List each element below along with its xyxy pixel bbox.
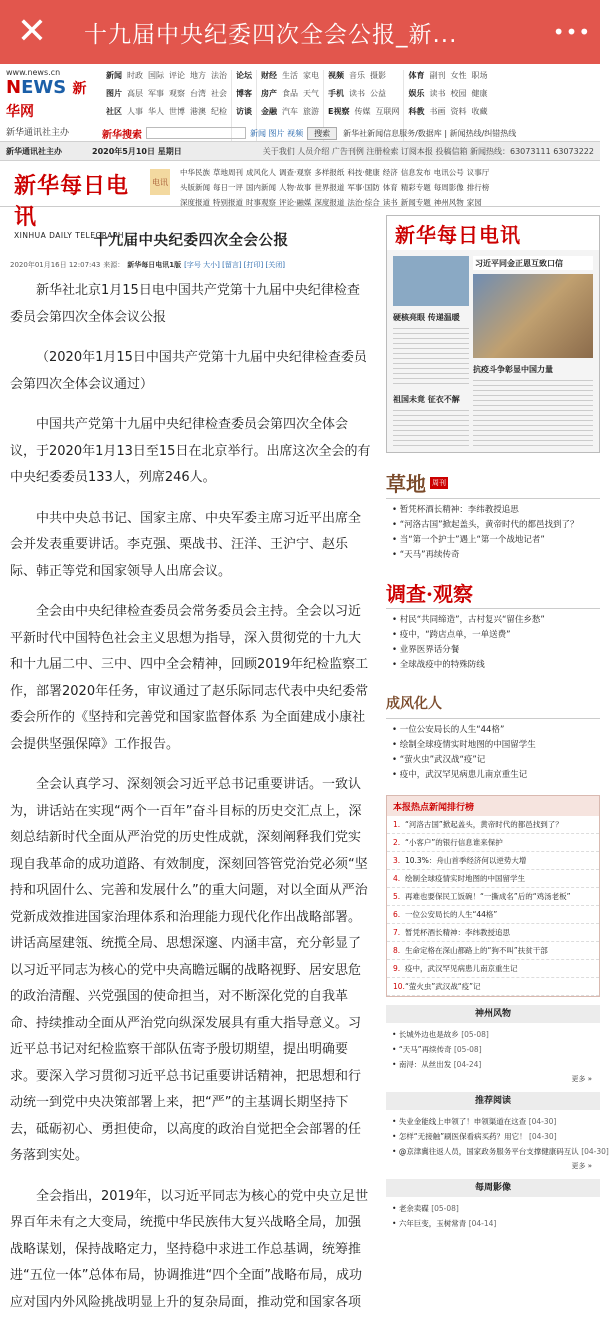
list-item[interactable]: [392, 1027, 594, 1042]
list-item-title: 失业金能线上申领了！申领渠道在这查: [398, 1117, 529, 1126]
article-paragraph: 全会由中央纪律检查委员会常务委员会主持。全会以习近平新时代中国特色社会主义思想为指导，深入贯彻党的十九大和十九届二中、三中、四中全会精神，回顾2019年纪检监察工作，部署2020年任务，审议通过了赵乐际同志代表中央纪委常委会所作的《坚持和完善党和国家监督体系 为全面建成小康社会提供坚强保障》工作报告。: [10, 604, 369, 752]
channel-nav-link[interactable]: 精彩专题: [400, 183, 431, 192]
nav-link[interactable]: 收藏: [471, 107, 488, 116]
channel-nav-link[interactable]: 头版新闻: [180, 183, 210, 192]
nav-row: [261, 70, 319, 81]
rank-number: 7.: [393, 928, 401, 937]
rank-number: 10.: [393, 982, 405, 991]
nav-link[interactable]: 访谈: [236, 107, 252, 116]
article-source-label: 来源：: [103, 261, 125, 269]
channel-nav-link[interactable]: 世界报道: [314, 183, 345, 192]
channel-nav-link[interactable]: 信息发布: [400, 168, 431, 177]
section-caodi-list: [386, 499, 600, 563]
close-icon[interactable]: ✕: [16, 11, 48, 52]
list-item[interactable]: [392, 1144, 609, 1159]
nav-row: [106, 106, 227, 117]
list-item[interactable]: • 村民“共同缔造”，古村复兴“留住乡愁”: [392, 613, 600, 628]
nav-link[interactable]: 新闻: [106, 71, 122, 80]
nav-link[interactable]: 读书: [349, 89, 365, 98]
nav-row: [106, 88, 227, 99]
list-item[interactable]: • 当“第一个护士”遇上“第一个战地记者”: [392, 533, 600, 548]
nav-link[interactable]: 互联网: [375, 107, 400, 116]
browser-topbar: [0, 0, 600, 64]
channel-name-en: XINHUA DAILY TELEGRAPH: [14, 231, 124, 240]
channel-nav-column: [213, 167, 243, 206]
channel-nav-column: [383, 167, 398, 206]
nav-row: [236, 106, 252, 117]
nav-link[interactable]: 手机: [328, 89, 344, 98]
list-item-date: [04-30]: [528, 1117, 557, 1126]
paper-text-block: [393, 410, 469, 450]
nav-row: [408, 70, 487, 81]
list-item[interactable]: [392, 1201, 594, 1216]
channel-nav-link[interactable]: 排行榜: [466, 183, 490, 192]
section-chengfeng-title: 成风化人: [386, 695, 442, 712]
article-source: 新华每日电讯1版: [127, 261, 182, 269]
channel-nav: [170, 161, 600, 206]
section-caodi-tag: 周刊: [432, 478, 446, 487]
section-chengfeng-header[interactable]: [386, 687, 600, 719]
rank-item[interactable]: [387, 870, 599, 888]
search-button[interactable]: 搜索: [307, 127, 337, 140]
rank-title: 一位公安局长的人生“44格”: [405, 910, 498, 919]
logo-subtitle: 新华通讯社主办: [6, 128, 70, 138]
nav-row: [408, 106, 487, 117]
nav-link[interactable]: 图片: [106, 89, 122, 98]
nav-link[interactable]: 华人: [148, 107, 164, 116]
rank-number: 9.: [393, 964, 401, 973]
channel-nav-link[interactable]: 每周影像: [433, 183, 464, 192]
shenzhou-more-link[interactable]: 更多 »: [571, 1075, 592, 1083]
section-diaocha-list: [386, 609, 600, 673]
list-item[interactable]: • “萤火虫”武汉战“疫”记: [392, 753, 600, 768]
channel-nav-column: [347, 167, 379, 206]
nav-link[interactable]: 职场: [471, 71, 488, 80]
nav-link[interactable]: 生活: [282, 71, 298, 80]
paper-headline-main: 习近平同金正恩互致口信: [473, 256, 593, 270]
nav-link[interactable]: 女性: [450, 71, 467, 80]
channel-logo[interactable]: [0, 161, 150, 240]
channel-nav-link[interactable]: 军事·国防: [347, 183, 380, 192]
tuijian-box: [386, 1092, 609, 1171]
list-item-date: [05-08]: [431, 1204, 459, 1213]
list-item[interactable]: • “天马”再续传奇: [392, 548, 600, 563]
channel-nav-link[interactable]: 深度报道: [180, 198, 210, 207]
list-item[interactable]: [392, 1216, 594, 1231]
shenzhou-box: [386, 1005, 600, 1084]
nav-link[interactable]: 健康: [471, 89, 488, 98]
channel-nav-link[interactable]: 中华民族: [180, 168, 210, 177]
service-links[interactable]: 新华社新闻信息服务/数据库 | 新闻热线/纠错热线: [343, 128, 517, 138]
nav-link[interactable]: 家电: [303, 71, 319, 80]
rank-title: 绘制全球疫情实时地图的中国留学生: [405, 874, 525, 883]
list-item[interactable]: • 暂凭杯酒长精神：李纬教授追思: [392, 503, 600, 518]
channel-nav-column: [467, 167, 490, 206]
list-item-title: 老余卖碟: [398, 1204, 432, 1213]
list-item[interactable]: • 疫中，“跨店点单，一单送费”: [392, 628, 600, 643]
article-paragraph: 新华社北京1月15日电中国共产党第十九届中央纪律检查委员会第四次全体会议公报: [10, 283, 360, 325]
list-item-date: [05-08]: [453, 1045, 482, 1054]
list-item-title: “天马”再续传奇: [398, 1045, 454, 1054]
nav-link[interactable]: 娱乐: [408, 89, 425, 98]
channel-nav-link[interactable]: 新闻专题: [400, 198, 431, 207]
list-item-title: 南浔：从丝出发: [398, 1060, 454, 1069]
list-item-date: [04-24]: [453, 1060, 482, 1069]
rank-title: 生命定格在深山都路上的“狗不叫”扶贫干部: [405, 946, 548, 955]
channel-nav-link[interactable]: 多样报纸: [314, 168, 345, 177]
newspaper-thumbnail[interactable]: [386, 215, 600, 453]
channel-nav-link[interactable]: 体育: [382, 183, 398, 192]
nav-row: [408, 88, 487, 99]
nav-link[interactable]: 时政: [127, 71, 143, 80]
channel-seal: 电讯: [150, 169, 170, 195]
rank-item[interactable]: [387, 978, 599, 996]
rank-title: “河洛古国”掀起盖头，黄帝时代的都邑找到了？: [405, 820, 563, 829]
rank-item[interactable]: [387, 816, 599, 834]
nav-link[interactable]: 纪检: [211, 107, 227, 116]
webpage: [0, 64, 609, 1310]
rank-number: 2.: [393, 838, 401, 847]
yingxiang-list: [386, 1197, 600, 1231]
list-item-date: [04-14]: [468, 1219, 497, 1228]
nav-link[interactable]: 体育: [408, 71, 425, 80]
rank-title: “萤火虫”武汉战“疫”记: [405, 982, 481, 991]
rank-number: 4.: [393, 874, 401, 883]
sidebar: [386, 207, 609, 1330]
nav-link[interactable]: 港澳: [190, 107, 206, 116]
nav-row: [106, 70, 227, 81]
list-item-title: 怎样“无接触”刷医保看病买药？用它！: [398, 1132, 529, 1141]
list-item[interactable]: [392, 1042, 594, 1057]
article-meta: [10, 260, 372, 270]
nav-link[interactable]: 公益: [370, 89, 386, 98]
shenzhou-list: [386, 1023, 600, 1072]
rank-title: 疫中，武汉罕见病患儿南京重生记: [405, 964, 518, 973]
channel-nav-link[interactable]: 调查·观察: [279, 168, 312, 177]
rank-number: 8.: [393, 946, 401, 955]
nav-link[interactable]: 地方: [190, 71, 206, 80]
article-body: [10, 278, 372, 1316]
logo-mark: NEWS 新华网: [6, 77, 87, 120]
article-title: 十九届中央纪委四次全会公报: [93, 233, 289, 249]
nav-link[interactable]: 社会: [211, 89, 227, 98]
nav-link[interactable]: 读书: [429, 89, 446, 98]
article-date: 2020年01月16日 12:07:43: [10, 261, 101, 269]
search-type-links[interactable]: 新闻 图片 视频: [250, 128, 304, 138]
nav-link[interactable]: 资料: [450, 107, 467, 116]
info-band: [0, 141, 600, 161]
channel-nav-link[interactable]: 成风化人: [246, 168, 276, 177]
search-input[interactable]: [146, 127, 246, 139]
channel-nav-link[interactable]: 深度报道: [314, 198, 345, 207]
channel-nav-link[interactable]: 人物·故事: [279, 183, 312, 192]
rank-item[interactable]: [387, 834, 599, 852]
nav-link[interactable]: 视频: [328, 71, 344, 80]
band-date: 2020年5月10日 星期日: [92, 146, 182, 156]
channel-nav-column: [401, 167, 431, 206]
list-item[interactable]: [392, 1114, 594, 1129]
channel-header: [0, 161, 600, 240]
section-caodi-header[interactable]: [386, 467, 600, 499]
nav-link[interactable]: 房产: [261, 89, 277, 98]
nav-link[interactable]: 金融: [261, 107, 277, 116]
nav-link[interactable]: 法治: [211, 71, 227, 80]
nav-link[interactable]: 音乐: [349, 71, 365, 80]
tuijian-more-link[interactable]: 更多 »: [571, 1162, 592, 1170]
nav-link[interactable]: 旅游: [303, 107, 319, 116]
paper-masthead: 新华每日电讯: [395, 222, 521, 247]
list-item[interactable]: • 疫中，武汉罕见病患儿南京重生记: [392, 768, 600, 783]
rank-item[interactable]: [387, 942, 599, 960]
rank-item[interactable]: [387, 888, 599, 906]
channel-nav-link[interactable]: 国内新闻: [246, 183, 276, 192]
rank-title: “小客户”的银行信息谁来保护: [405, 838, 503, 847]
paper-photo: [473, 274, 593, 358]
nav-link[interactable]: 校园: [450, 89, 467, 98]
nav-row: [261, 88, 319, 99]
paper-text-block: [473, 380, 593, 450]
nav-link[interactable]: 财经: [261, 71, 277, 80]
channel-nav-link[interactable]: 家园: [466, 198, 482, 207]
tuijian-list: [386, 1110, 609, 1159]
channel-nav-link[interactable]: 议事厅: [466, 168, 490, 177]
channel-nav-link[interactable]: 读书: [382, 198, 398, 207]
nav-link[interactable]: 评论: [169, 71, 185, 80]
article-paragraph: 全会认真学习、深刻领会习近平总书记重要讲话。一致认为，讲话站在实现“两个一百年”奋斗目标的历史交汇点上，深刻总结新时代全面从严治党的历史性成就，深刻阐释我们党实现自我革命的成功道路、有效制度，深刻回答管党治党必须“坚持和巩固什么、完善和发展什么”的重大问题，对以全面从严治党新成效推进国家治理体系和治理能力现代化作出战略部署。讲话高屋建瓴、统揽全局、思想深邃、内涵丰富，充分彰显了以习近平同志为核心的党中央高瞻远瞩的战略视野、居安思危的政治清醒、兴党强国的使命担当，对不断深化党的自我革命、持续推动全面从严治党向纵深发展具有重大指导意义。习近平总书记对纪检监察干部队伍寄予殷切期望，提出明确要求。要深入学习贯彻习近平总书记重要讲话精神，把思想和行动统一到党中央决策部署上来，把“严”的主基调长期坚持下去，砥砺初心、勇担使命，以高度的政治自觉把全会部署的任务落到实处。: [10, 777, 368, 1163]
nav-link[interactable]: 高层: [127, 89, 143, 98]
list-item-title: @京津冀往返人员，国家政务服务平台支撑健康码互认: [398, 1147, 582, 1156]
paper-headline-4: 祖国未竟 征衣不解: [393, 395, 460, 404]
nav-link[interactable]: 观察: [169, 89, 185, 98]
nav-link[interactable]: 博客: [236, 89, 252, 98]
list-item-title: 六年巨变，玉树常青: [398, 1219, 469, 1228]
nav-row: [261, 106, 319, 117]
rank-title: 再难也要保民工饭碗！“一撕成名”后的“鸡汤老板”: [405, 892, 571, 901]
yingxiang-box: [386, 1179, 600, 1231]
nav-link[interactable]: 世博: [169, 107, 185, 116]
nav-row: [328, 106, 399, 117]
more-icon[interactable]: •••: [552, 20, 592, 44]
nav-link[interactable]: 人事: [127, 107, 143, 116]
rank-title: 暂凭杯酒长精神：李纬教授追思: [405, 928, 510, 937]
shenzhou-title: 神州风物: [386, 1005, 600, 1023]
nav-link[interactable]: 副刊: [429, 71, 446, 80]
article-paragraph: 中国共产党第十九届中央纪律检查委员会第四次全体会议，于2020年1月13日至15日在北京举行。出席这次全会的有中央纪委委员133人，列席246人。: [10, 417, 371, 485]
channel-name: 新华每日电讯: [14, 173, 130, 230]
channel-nav-link[interactable]: 特别报道: [213, 198, 243, 207]
nav-link[interactable]: 台湾: [190, 89, 206, 98]
rank-item[interactable]: [387, 852, 599, 870]
channel-nav-column: [314, 167, 344, 206]
band-links[interactable]: 关于我们 人员介绍 广告刊例 注册检索 订阅本报 投稿信箱 新闻热线：63073111 63073222: [262, 146, 594, 156]
channel-nav-link[interactable]: 科技·健康: [347, 168, 380, 177]
list-item-date: [04-30]: [581, 1147, 609, 1156]
article-paragraph: 全会指出，2019年，以习近平同志为核心的党中央立足世界百年未有之大变局，统揽中华民族伟大复兴战略全局，加强战略谋划，保持战略定力，坚持稳中求进工作总基调，统筹推进“五位一体”总体布局，协调推进“四个全面”战略布局，成功应对国内外风险挑战明显上升的复杂局面，推动党和国家各项: [10, 1188, 369, 1310]
list-item[interactable]: • 一位公安局长的人生“44格”: [392, 723, 600, 738]
nav-link[interactable]: E视察: [328, 107, 350, 116]
list-item[interactable]: • 业界医界话分餐: [392, 643, 600, 658]
section-diaocha-header[interactable]: [386, 577, 600, 609]
logo-top-text: 新华网: [6, 81, 87, 120]
paper-text-block: [393, 328, 469, 388]
site-logo[interactable]: [0, 64, 102, 141]
channel-nav-link[interactable]: 法治·综合: [347, 198, 380, 207]
channel-nav-link[interactable]: 每日一评: [213, 183, 243, 192]
nav-link[interactable]: 社区: [106, 107, 122, 116]
nav-row: [236, 70, 252, 81]
list-item-date: [05-08]: [461, 1030, 489, 1039]
channel-nav-link[interactable]: 时事观察: [246, 198, 276, 207]
paper-headline-2: 硬核亮眼 传递温暖: [393, 313, 460, 322]
rank-item[interactable]: [387, 906, 599, 924]
search-label: 新华搜索: [102, 129, 142, 141]
channel-nav-link[interactable]: 评论·融媒: [279, 198, 312, 207]
channel-nav-link[interactable]: 经济: [382, 168, 398, 177]
paper-headline-3: 抗疫斗争彰显中国力量: [473, 365, 553, 374]
list-item[interactable]: [392, 1057, 594, 1072]
rank-title: 10.3%：舟山首季经济何以逆势大增: [405, 856, 527, 865]
rank-number: 6.: [393, 910, 401, 919]
nav-link[interactable]: 汽车: [282, 107, 298, 116]
nav-link[interactable]: 摄影: [370, 71, 386, 80]
channel-nav-column: [246, 167, 276, 206]
nav-link[interactable]: 军事: [148, 89, 164, 98]
channel-nav-link[interactable]: 电讯公号: [433, 168, 464, 177]
channel-nav-column: [434, 167, 464, 206]
band-owner: 新华通讯社主办: [6, 146, 62, 156]
list-item-title: 长城外边也是故乡: [398, 1030, 462, 1039]
hot-ranking-title: 本报热点新闻排行榜: [387, 796, 599, 816]
nav-link[interactable]: 论坛: [236, 71, 252, 80]
article-paragraph: （2020年1月15日中国共产党第十九届中央纪律检查委员会第四次全体会议通过）: [10, 350, 367, 392]
nav-link[interactable]: 传媒: [354, 107, 371, 116]
list-item[interactable]: • 全球战疫中的特殊防线: [392, 658, 600, 673]
article: [0, 207, 386, 1330]
hot-ranking: [386, 795, 600, 997]
yingxiang-title: 每周影像: [386, 1179, 600, 1197]
rank-number: 3.: [393, 856, 401, 865]
section-caodi-title: 草地: [386, 472, 426, 496]
page-title: 十九届中央纪委四次全会公报_新...: [84, 21, 458, 48]
rank-number: 1.: [393, 820, 401, 829]
content-area: [0, 207, 609, 1330]
section-diaocha-title: 调查·观察: [386, 582, 473, 606]
channel-nav-column: [279, 167, 311, 206]
article-tools[interactable]: [字号 大小] [留言] [打印] [关闭]: [184, 261, 285, 269]
rank-number: 5.: [393, 892, 401, 901]
nav-link[interactable]: 国际: [148, 71, 164, 80]
nav-link[interactable]: 科教: [408, 107, 425, 116]
channel-nav-link[interactable]: 草地周刊: [213, 168, 243, 177]
rank-item[interactable]: [387, 960, 599, 978]
nav-link[interactable]: 书画: [429, 107, 446, 116]
list-item[interactable]: • 绘制全球疫情实时地图的中国留学生: [392, 738, 600, 753]
list-item-date: [04-30]: [528, 1132, 557, 1141]
nav-link[interactable]: 天气: [303, 89, 319, 98]
list-item[interactable]: [392, 1129, 594, 1144]
nav-row: [236, 88, 252, 99]
hot-ranking-list: [387, 816, 599, 996]
article-paragraph: 中共中央总书记、国家主席、中央军委主席习近平出席全会并发表重要讲话。李克强、栗战书、汪洋、王沪宁、赵乐际、韩正等党和国家领导人出席会议。: [10, 510, 362, 579]
nav-row: [328, 70, 399, 81]
nav-row: [328, 88, 399, 99]
channel-nav-column: [180, 167, 210, 206]
paper-image-left: [393, 256, 469, 306]
section-chengfeng-list: [386, 719, 600, 783]
list-item[interactable]: • “河洛古国”掀起盖头，黄帝时代的都邑找到了？: [392, 518, 600, 533]
rank-item[interactable]: [387, 924, 599, 942]
site-url: www.news.cn: [6, 68, 61, 77]
tuijian-title: 推荐阅读: [386, 1092, 600, 1110]
nav-link[interactable]: 食品: [282, 89, 298, 98]
channel-nav-link[interactable]: 神州风物: [433, 198, 464, 207]
